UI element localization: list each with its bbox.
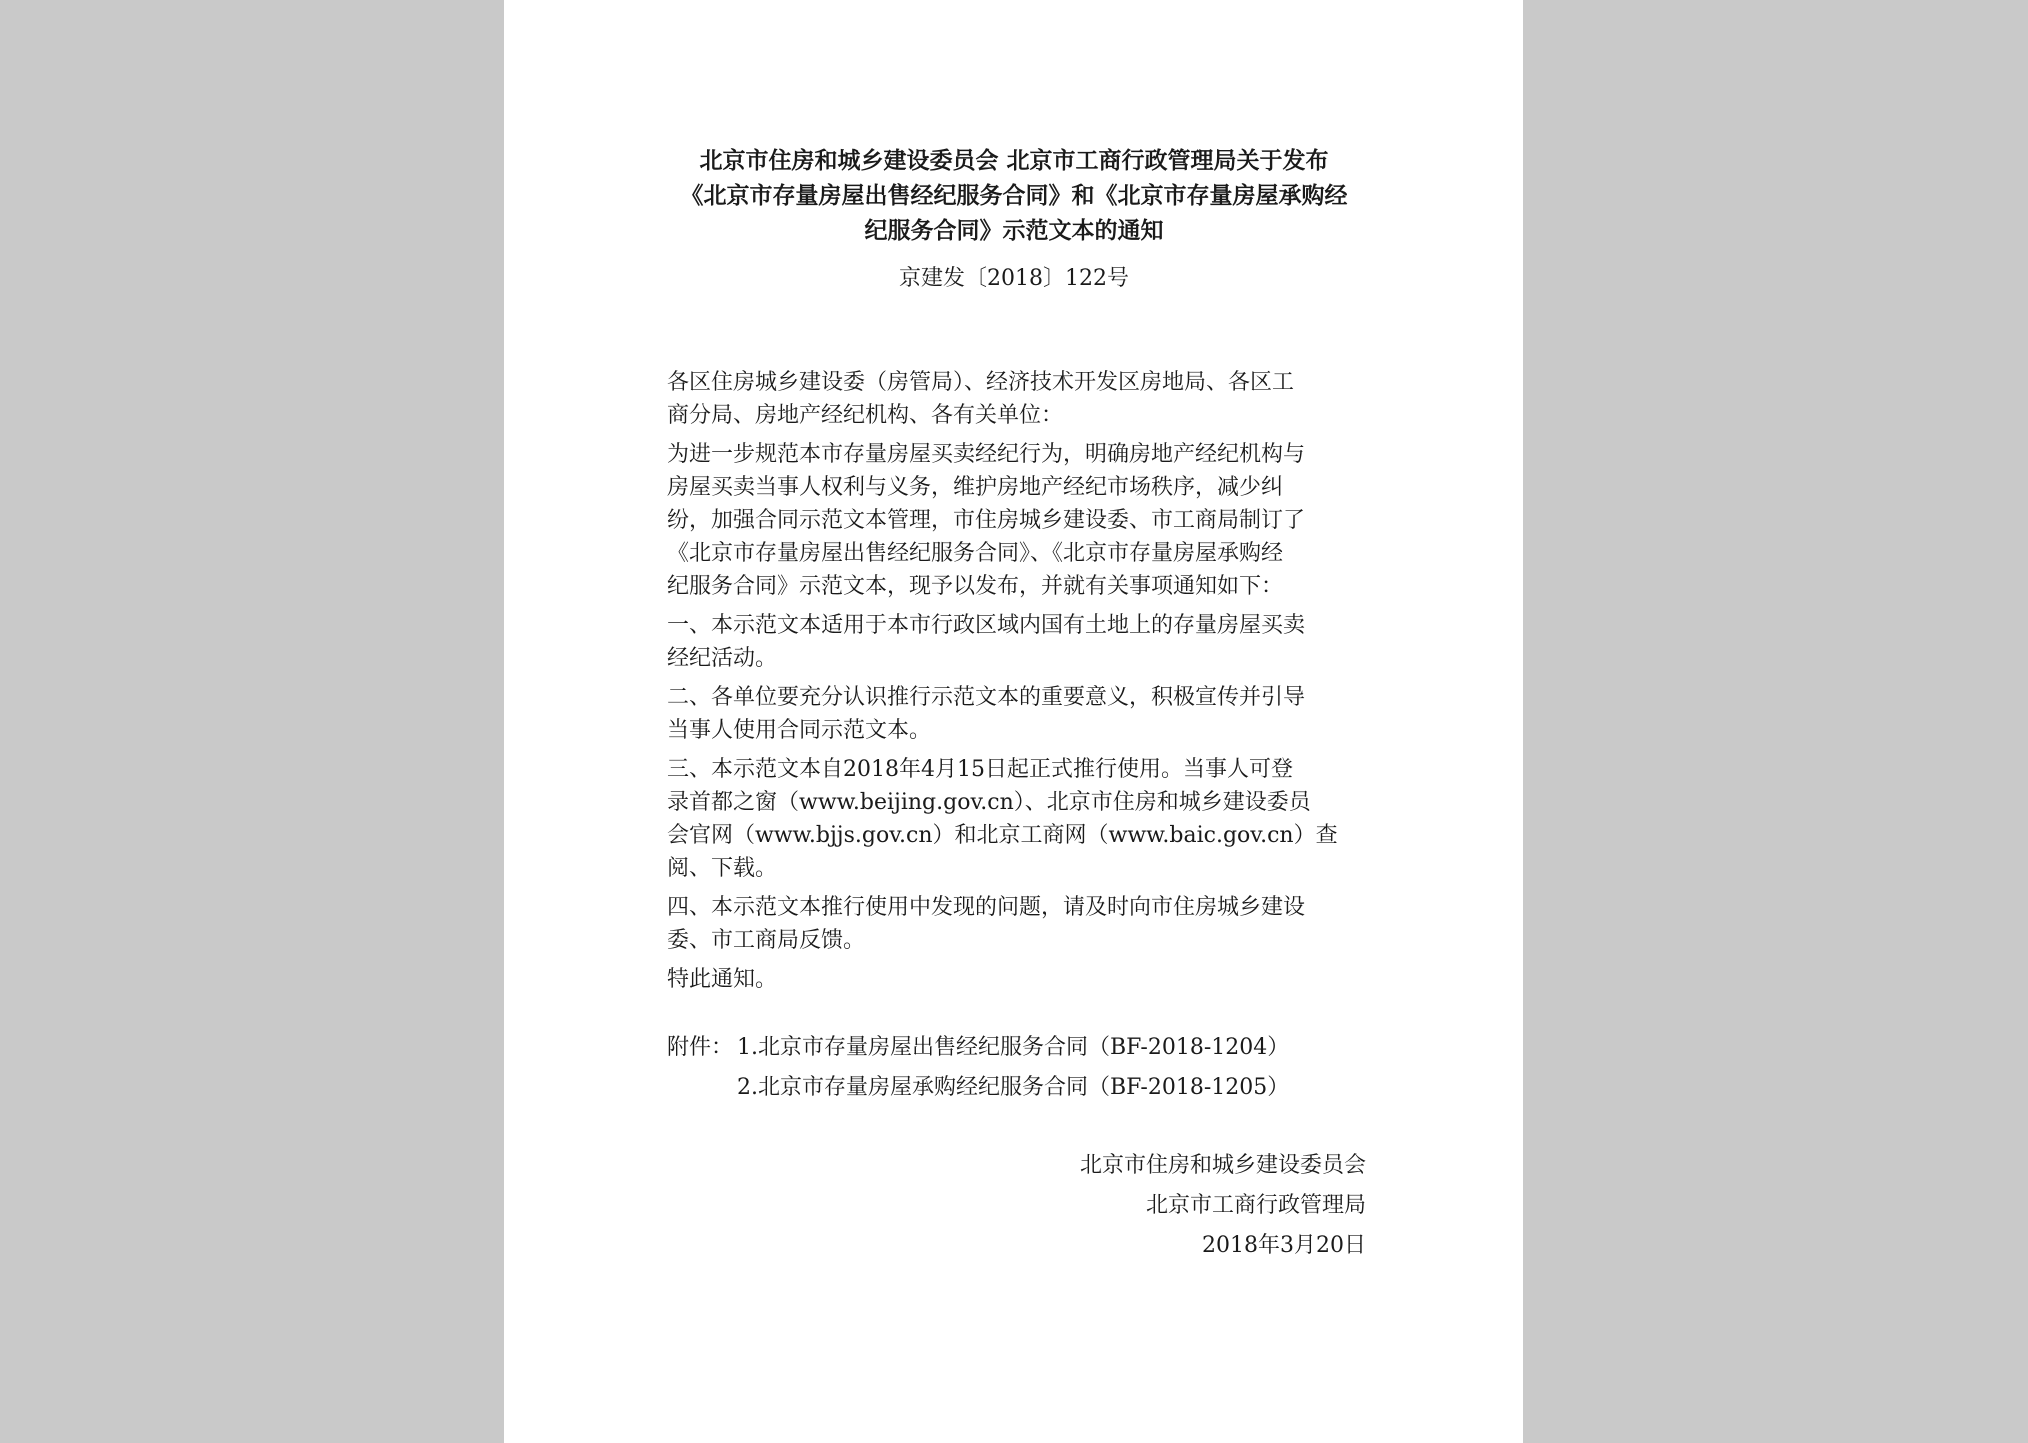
text-line: 四、本示范文本推行使用中发现的问题，请及时向市住房城乡建设 [667,895,1306,920]
document-number: 京建发〔2018〕122号 [899,266,1129,291]
text-line: 会官网（www.bjjs.gov.cn）和北京工商网（www.baic.gov.cn）查 [667,823,1338,848]
intro-paragraph [667,438,1367,603]
document-title [674,143,1354,248]
text-line: 录首都之窗（www.beijing.gov.cn）、北京市住房和城乡建设委员 [667,790,1311,815]
attachments-label: 附件： [667,1035,734,1060]
text-line: 各区住房城乡建设委（房管局）、经济技术开发区房地局、各区工 [667,370,1295,395]
attachment-item [667,1028,1367,1068]
item-4-paragraph [667,891,1367,957]
text-line: 纷，加强合同示范文本管理，市住房城乡建设委、市工商局制订了 [667,508,1306,533]
text-line: 《北京市存量房屋出售经纪服务合同》、《北京市存量房屋承购经 [667,541,1284,566]
attachment-title: 1.北京市存量房屋出售经纪服务合同（BF-2018-1204） [737,1035,1290,1060]
text-line: 委、市工商局反馈。 [667,928,866,953]
text-line: 房屋买卖当事人权利与义务，维护房地产经纪市场秩序，减少纠 [667,475,1284,500]
document-body [667,366,1367,1002]
text-line: 商分局、房地产经纪机构、各有关单位： [667,403,1064,428]
text-line: 三、本示范文本自2018年4月15日起正式推行使用。当事人可登 [667,757,1293,782]
signature-block [904,1146,1366,1266]
text-line: 一、本示范文本适用于本市行政区域内国有土地上的存量房屋买卖 [667,613,1306,638]
text-line: 阅、下载。 [667,856,778,881]
attachment-item [667,1068,1367,1108]
signature-date: 2018年3月20日 [1202,1233,1366,1258]
title-line: 北京市住房和城乡建设委员会 北京市工商行政管理局关于发布 [699,147,1329,174]
title-line: 《北京市存量房屋出售经纪服务合同》和《北京市存量房屋承购经 [680,182,1348,209]
signing-organization: 北京市住房和城乡建设委员会 [1079,1153,1366,1178]
item-2-paragraph [667,681,1367,747]
text-line: 特此通知。 [667,967,778,992]
addressee-paragraph [667,366,1367,432]
document-page [504,0,1523,1443]
item-1-paragraph [667,609,1367,675]
text-line: 经纪活动。 [667,646,778,671]
text-line: 二、各单位要充分认识推行示范文本的重要意义，积极宣传并引导 [667,685,1306,710]
text-line: 当事人使用合同示范文本。 [667,718,932,743]
item-3-paragraph [667,753,1367,885]
signing-organization: 北京市工商行政管理局 [1145,1193,1366,1218]
attachments-list [667,1028,1367,1108]
text-line: 为进一步规范本市存量房屋买卖经纪行为，明确房地产经纪机构与 [667,442,1306,467]
closing-paragraph [667,963,1367,996]
title-line: 纪服务合同》示范文本的通知 [864,217,1164,244]
text-line: 纪服务合同》示范文本，现予以发布，并就有关事项通知如下： [667,574,1284,599]
attachment-title: 2.北京市存量房屋承购经纪服务合同（BF-2018-1205） [737,1075,1290,1100]
